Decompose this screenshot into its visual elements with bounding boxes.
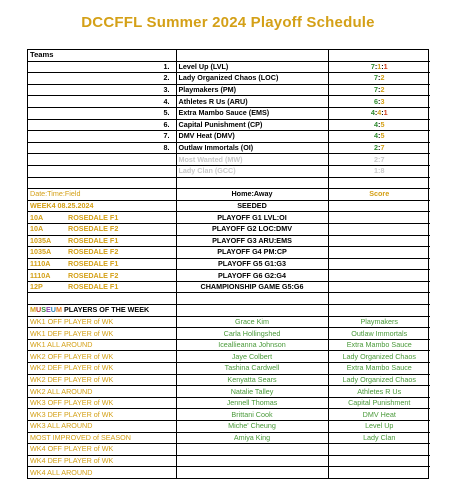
award-team	[328, 455, 430, 467]
award-player: Grace Kim	[176, 316, 328, 328]
award-player: Amiya King	[176, 432, 328, 444]
game-time: 1110A	[30, 258, 51, 268]
game-matchup: PLAYOFF G2 LOC:DMV	[176, 223, 328, 235]
award-player: Miche' Cheung	[176, 421, 328, 433]
award-row	[28, 467, 430, 478]
teams-header: Teams	[30, 50, 54, 60]
standings-row	[28, 119, 430, 131]
game-row	[28, 270, 430, 282]
record-value: 1	[383, 61, 388, 71]
award-name: WK3 ALL AROUND	[28, 421, 176, 433]
record-value: 1	[383, 108, 388, 118]
award-player: Iceallieanna Johnson	[176, 339, 328, 351]
standing-rank: 7.	[28, 131, 176, 143]
game-time: 12P	[30, 282, 43, 292]
award-player	[176, 444, 328, 456]
game-score	[328, 270, 430, 282]
award-team: Lady Organized Chaos	[328, 351, 430, 363]
standings-row	[28, 107, 430, 119]
blank-cell	[176, 177, 328, 189]
museum-letter: U	[36, 305, 42, 315]
blank-cell	[328, 177, 430, 189]
game-time: 10A	[30, 212, 44, 222]
award-player: Natalie Talley	[176, 386, 328, 398]
award-player: Tashina Cardwell	[176, 363, 328, 375]
standing-team: Capital Punishment (CP)	[176, 119, 328, 131]
standing-record: 7:1:1	[328, 61, 430, 73]
museum-letter: S	[41, 305, 46, 315]
standing-record: 7:2	[328, 73, 430, 85]
museum-letter: M	[30, 305, 36, 315]
award-team: Capital Punishment	[328, 397, 430, 409]
museum-letter: U	[50, 305, 56, 315]
award-name: WK2 DEF PLAYER of WK	[28, 374, 176, 386]
players-of-week-header-row	[28, 305, 430, 317]
eliminated-team: Lady Clan (GCC)	[176, 165, 328, 177]
record-value: 7	[380, 143, 385, 153]
museum-letter: M	[56, 305, 62, 315]
game-field: ROSEDALE F2	[68, 270, 119, 280]
game-row	[28, 223, 430, 235]
eliminated-record: 2:7	[328, 154, 430, 166]
award-name: WK1 DEF PLAYER of WK	[28, 328, 176, 340]
blank-row	[28, 177, 430, 189]
standing-team: Level Up (LVL)	[176, 61, 328, 73]
blank-cell	[176, 50, 328, 61]
record-value: 4	[370, 108, 375, 118]
standing-record: 4:5	[328, 119, 430, 131]
game-matchup: PLAYOFF G1 LVL:OI	[176, 212, 328, 224]
eliminated-record: 1:8	[328, 165, 430, 177]
schedule-table	[28, 50, 430, 478]
standing-rank: 3.	[28, 84, 176, 96]
award-row	[28, 409, 430, 421]
award-player: Kenyatta Sears	[176, 374, 328, 386]
game-time: 1110A	[30, 270, 51, 280]
award-row	[28, 374, 430, 386]
game-time-field	[28, 258, 176, 270]
teams-header-row	[28, 50, 430, 61]
blank-cell	[28, 293, 176, 305]
game-row	[28, 212, 430, 224]
award-row	[28, 444, 430, 456]
game-score	[328, 235, 430, 247]
eliminated-team: Most Wanted (MW)	[176, 154, 328, 166]
seeded-label: SEEDED	[176, 200, 328, 212]
blank-cell	[328, 305, 430, 317]
game-time-field	[28, 212, 176, 224]
schedule-header-row	[28, 189, 430, 201]
award-player: Carla Hollingshed	[176, 328, 328, 340]
standings-row	[28, 84, 430, 96]
standings-row	[28, 61, 430, 73]
award-name: WK3 OFF PLAYER of WK	[28, 397, 176, 409]
game-time-field	[28, 235, 176, 247]
standing-team: Lady Organized Chaos (LOC)	[176, 73, 328, 85]
game-row	[28, 247, 430, 259]
award-team: Playmakers	[328, 316, 430, 328]
score-header: Score	[328, 189, 430, 201]
schedule-sheet	[27, 49, 429, 479]
award-row	[28, 397, 430, 409]
game-score	[328, 223, 430, 235]
award-team: Athletes R Us	[328, 386, 430, 398]
game-time: 10A	[30, 224, 44, 234]
record-value: 7	[374, 85, 379, 95]
award-name: WK4 DEF PLAYER of WK	[28, 455, 176, 467]
standing-team: Extra Mambo Sauce (EMS)	[176, 107, 328, 119]
record-value: 5	[380, 131, 385, 141]
game-matchup: PLAYOFF G5 G1:G3	[176, 258, 328, 270]
award-row	[28, 455, 430, 467]
game-matchup: PLAYOFF G6 G2:G4	[176, 270, 328, 282]
standing-team: Playmakers (PM)	[176, 84, 328, 96]
week-label: WEEK4 08.25.2024	[28, 200, 176, 212]
record-value: 6	[374, 96, 379, 106]
blank-cell	[28, 177, 176, 189]
blank-cell	[28, 165, 176, 177]
game-field: ROSEDALE F2	[68, 224, 119, 234]
award-player: Jennell Thomas	[176, 397, 328, 409]
award-team: Lady Clan	[328, 432, 430, 444]
blank-cell	[176, 293, 328, 305]
standing-record: 4:4:1	[328, 107, 430, 119]
award-player	[176, 467, 328, 478]
record-value: 2	[380, 85, 385, 95]
award-player: Jaye Colbert	[176, 351, 328, 363]
standings-row	[28, 96, 430, 108]
award-name: WK2 ALL AROUND	[28, 386, 176, 398]
blank-row	[28, 293, 430, 305]
game-time: 1035A	[30, 247, 52, 257]
eliminated-row	[28, 154, 430, 166]
award-player	[176, 455, 328, 467]
standings-row	[28, 142, 430, 154]
award-row	[28, 363, 430, 375]
game-field: ROSEDALE F1	[68, 212, 119, 222]
game-score	[328, 258, 430, 270]
standings-row	[28, 73, 430, 85]
award-row	[28, 316, 430, 328]
museum-letter: E	[46, 305, 51, 315]
blank-cell	[176, 305, 328, 317]
record-value: 4	[377, 108, 382, 118]
award-row	[28, 386, 430, 398]
record-value: 2	[374, 143, 379, 153]
record-value: 3	[380, 96, 385, 106]
award-row	[28, 339, 430, 351]
game-time: 1035A	[30, 235, 52, 245]
standing-rank: 4.	[28, 96, 176, 108]
award-name: WK4 OFF PLAYER of WK	[28, 444, 176, 456]
award-team	[328, 444, 430, 456]
date-time-field-header: Date:Time:Field	[28, 189, 176, 201]
game-matchup: CHAMPIONSHIP GAME G5:G6	[176, 281, 328, 293]
players-of-week-header	[28, 305, 176, 317]
record-value: 1	[377, 61, 382, 71]
players-of-week-label: PLAYERS OF THE WEEK	[62, 305, 150, 315]
award-row	[28, 421, 430, 433]
game-score	[328, 247, 430, 259]
game-time-field	[28, 281, 176, 293]
record-value: 2	[380, 73, 385, 83]
game-matchup: PLAYOFF G4 PM:CP	[176, 247, 328, 259]
award-name: WK4 ALL AROUND	[28, 467, 176, 478]
standing-rank: 8.	[28, 142, 176, 154]
game-row	[28, 258, 430, 270]
record-value: 7	[370, 61, 375, 71]
award-row	[28, 328, 430, 340]
record-value: 4	[374, 131, 379, 141]
award-name: MOST IMPROVED of SEASON	[28, 432, 176, 444]
game-score	[328, 212, 430, 224]
standing-record: 6:3	[328, 96, 430, 108]
award-team: Level Up	[328, 421, 430, 433]
award-name: WK2 DEF PLAYER of WK	[28, 363, 176, 375]
standing-rank: 5.	[28, 107, 176, 119]
game-field: ROSEDALE F2	[68, 247, 119, 257]
record-value: 5	[380, 119, 385, 129]
page-title: DCCFFL Summer 2024 Playoff Schedule	[81, 14, 375, 31]
standing-team: Athletes R Us (ARU)	[176, 96, 328, 108]
game-row	[28, 235, 430, 247]
standing-rank: 6.	[28, 119, 176, 131]
game-time-field	[28, 247, 176, 259]
award-team: Extra Mambo Sauce	[328, 339, 430, 351]
award-team: DMV Heat	[328, 409, 430, 421]
blank-cell	[328, 50, 430, 61]
standing-team: Outlaw Immortals (OI)	[176, 142, 328, 154]
game-score	[328, 281, 430, 293]
award-team: Outlaw Immortals	[328, 328, 430, 340]
standing-team: DMV Heat (DMV)	[176, 131, 328, 143]
award-row	[28, 432, 430, 444]
award-name: WK2 OFF PLAYER of WK	[28, 351, 176, 363]
blank-cell	[328, 200, 430, 212]
standings-row	[28, 131, 430, 143]
game-time-field	[28, 223, 176, 235]
game-field: ROSEDALE F1	[68, 258, 119, 268]
standing-record: 7:2	[328, 84, 430, 96]
record-value: 4	[374, 119, 379, 129]
award-team: Extra Mambo Sauce	[328, 363, 430, 375]
standing-rank: 2.	[28, 73, 176, 85]
standing-record: 4:5	[328, 131, 430, 143]
blank-cell	[328, 293, 430, 305]
award-name: WK3 DEF PLAYER of WK	[28, 409, 176, 421]
game-row	[28, 281, 430, 293]
award-player: Brittani Cook	[176, 409, 328, 421]
game-field: ROSEDALE F1	[68, 235, 119, 245]
standing-record: 2:7	[328, 142, 430, 154]
award-name: WK1 OFF PLAYER of WK	[28, 316, 176, 328]
game-field: ROSEDALE F1	[68, 282, 119, 292]
award-team: Lady Organized Chaos	[328, 374, 430, 386]
game-matchup: PLAYOFF G3 ARU:EMS	[176, 235, 328, 247]
eliminated-row	[28, 165, 430, 177]
award-name: WK1 ALL AROUND	[28, 339, 176, 351]
award-row	[28, 351, 430, 363]
game-time-field	[28, 270, 176, 282]
week-row	[28, 200, 430, 212]
standing-rank: 1.	[28, 61, 176, 73]
record-value: 7	[374, 73, 379, 83]
blank-cell	[28, 154, 176, 166]
home-away-header: Home:Away	[176, 189, 328, 201]
award-team	[328, 467, 430, 478]
